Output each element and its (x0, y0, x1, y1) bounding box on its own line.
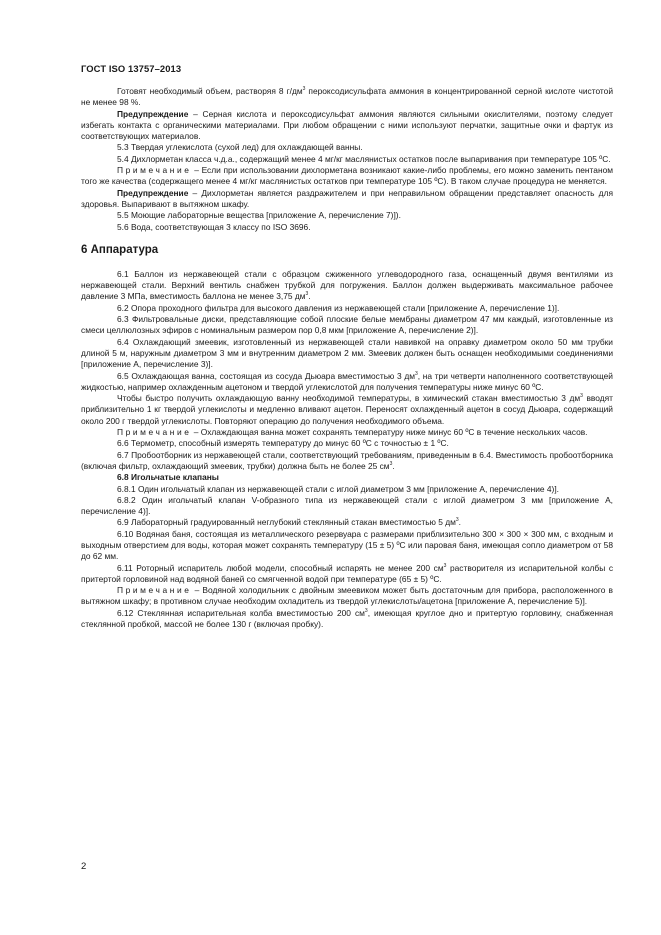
superscript: 3 (302, 86, 306, 93)
paragraph-text: – Дихлорметан является раздражителем и при неправильном обращении представляет опасность для здоровья. Выпаривают в вытяжном шкафу. (81, 187, 613, 209)
paragraph (81, 393, 613, 427)
page-body (81, 86, 613, 630)
paragraph-text-tail: растворителя из испарительной колбы с притертой горловиной над водяной баней со смягченной водой при температуре (65 ± 5) ºС. (81, 562, 614, 584)
warning-label: Предупреждение (117, 187, 189, 198)
paragraph-text-tail: . (308, 291, 311, 302)
paragraph (81, 517, 613, 528)
superscript: 3 (305, 291, 309, 298)
paragraph-text: 5.5 Моющие лабораторные вещества [приложение А, перечисление 7)]). (117, 210, 401, 221)
paragraph (81, 450, 613, 473)
paragraph (81, 142, 613, 153)
paragraph (81, 495, 613, 518)
warning-label: Предупреждение (117, 108, 189, 119)
paragraph (81, 86, 613, 109)
note-label: Примечание (117, 427, 192, 438)
note-label: Примечание (117, 585, 192, 596)
superscript: 3 (414, 370, 418, 377)
paragraph (81, 109, 613, 143)
paragraph (81, 165, 613, 188)
paragraph (81, 438, 613, 449)
superscript: 3 (455, 517, 459, 524)
paragraph-text: 6.3 Фильтровальные диски, представляющие собой плоские белые мембраны диаметром 47 мм каждый, изготовленные из смеси целлюлозных эфиров с номинальным размером пор 0,8 мкм [приложение А, перечисление 2)]. (81, 314, 613, 336)
paragraph-text: 6.9 Лабораторный градуированный неглубокий стеклянный стакан вместимостью 5 дм (117, 517, 456, 528)
paragraph-text: 5.4 Дихлорметан класса ч.д.а., содержащий менее 4 мг/кг маслянистых остатков после выпаривания при температуре 105 ºС. (117, 153, 611, 164)
paragraph (81, 337, 613, 371)
paragraph (81, 303, 613, 314)
paragraph-text: 5.3 Твердая углекислота (сухой лед) для охлаждающей ванны. (117, 142, 363, 153)
paragraph-text: 6.1 Баллон из нержавеющей стали с образцом сжиженного углеводородного газа, оснащенный двумя вентилями из нержавеющей стали. Верхний вентиль снабжен трубкой для погружения. Баллон должен выдерживать максимальное рабочее давление 3 МПа, вместимость баллона не менее 3,75 дм (81, 268, 613, 302)
apparatus-list-a (81, 269, 613, 472)
paragraph (81, 608, 613, 631)
paragraph-text: 6.7 Пробоотборник из нержавеющей стали, соответствующий требованиям, приведенным в 6.4. Вместимость пробоотборника (включая фильтр, охлаждающий змеевик, трубки) должна быть не более 25 см (81, 449, 613, 471)
paragraph (81, 427, 613, 438)
note-label: Примечание (117, 165, 192, 176)
paragraph-text-tail: . (392, 460, 395, 471)
paragraph-text-tail: пероксодисульфата аммония в концентрированной серной кислоте чистотой не менее 98 %. (81, 86, 614, 108)
paragraph-text-tail: , имеющая круглое дно и притертую горловину, снабженная стеклянной пробкой, массой не более 130 г (включая пробку). (81, 607, 613, 630)
paragraph (81, 222, 613, 233)
superscript: 3 (443, 562, 447, 569)
paragraph-text: 6.4 Охлаждающий змеевик, изготовленный из нержавеющей стали навивкой на оправку диаметром около 50 мм трубки длиной 5 м, наружным диаметром 3 мм и внутренним диаметром 2 мм. Змеевик должен быть оснащен необходимыми соединениями [приложение А, перечисление 3)]. (81, 336, 613, 370)
paragraph-text: 6.8.1 Один игольчатый клапан из нержавеющей стали с иглой диаметром 3 мм [приложение А, перечисление 4)]. (117, 483, 559, 494)
paragraph-text: – Водяной холодильник с двойным змеевиком может быть достаточным для прибора, расположенного в вытяжном шкафу; в противном случае необходим охладитель из твердой углекислоты/ацетона [приложение А, перечисление 5)]. (81, 585, 613, 607)
subsection-title: 6.8 Игольчатые клапаны (117, 472, 219, 483)
paragraph-text: – Если при использовании дихлорметана возникают какие-либо проблемы, его можно заменить пентаном того же качества (содержащего менее 4 мг/кг маслянистых остатков при температуре 105 ºС). В таком случае процедура не меняется. (81, 165, 613, 187)
paragraph (81, 154, 613, 165)
paragraph-text: 6.5 Охлаждающая ванна, состоящая из сосуда Дьюара вместимостью 3 дм (117, 370, 415, 381)
paragraph (81, 484, 613, 495)
reagents-section (81, 86, 613, 233)
paragraph (81, 314, 613, 337)
apparatus-list-b (81, 484, 613, 631)
paragraph-text: 6.6 Термометр, способный измерять температуру до минус 60 ºС с точностью ± 1 ºС. (117, 438, 449, 449)
paragraph-text: 6.12 Стеклянная испарительная колба вместимостью 200 см (117, 607, 365, 618)
paragraph-text: 6.8.2 Один игольчатый клапан V-образного типа из нержавеющей стали с иглой диаметром 3 мм [приложение А, перечисление 4)]. (81, 494, 613, 517)
paragraph (81, 371, 613, 394)
paragraph (81, 529, 613, 563)
paragraph-text: Чтобы быстро получить охлаждающую ванну необходимой температуры, в химический стакан вместимостью 3 дм (117, 393, 581, 404)
page-number: 2 (81, 861, 87, 872)
document-header: ГОСТ ISO 13757–2013 (81, 63, 182, 74)
section-title: 6 Аппаратура (81, 243, 159, 256)
paragraph-text-tail: . (458, 517, 461, 528)
paragraph-text-tail: , на три четверти наполненного соответствующей жидкостью, например охлажденным ацетоном и твердой углекислотой для получения температуры ниже минус 60 ºС. (81, 370, 613, 392)
paragraph-text: 5.6 Вода, соответствующая 3 классу по ISO 3696. (117, 221, 311, 232)
paragraph-text: – Охлаждающая ванна может сохранять температуру ниже минус 60 ºС в течение нескольких часов. (191, 427, 588, 438)
superscript: 3 (364, 607, 368, 614)
paragraph-text: 6.2 Опора проходного фильтра для высокого давления из нержавеющей стали [приложение А, перечисление 1)]. (117, 302, 560, 313)
paragraph-text: – Серная кислота и пероксодисульфат аммония являются сильными окислителями, поэтому следует избегать контакта с органическими материалами. При любом обращении с ними используют перчатки, защитные очки и фартук из соответствующих материалов. (81, 108, 613, 142)
paragraph-text-tail: вводят приблизительно 1 кг твердой углекислоты и медленно вливают ацетон. Переносят охлажденный ацетон в сосуд Дьюара, содержащий около 200 г твердой углекислоты. Повторяют операцию до получения необходимого объема. (81, 393, 613, 426)
paragraph (81, 269, 613, 303)
superscript: 3 (389, 461, 393, 468)
superscript: 3 (580, 393, 583, 400)
paragraph-text: Готовят необходимый объем, растворяя 8 г/дм (117, 86, 303, 96)
paragraph (81, 210, 613, 221)
paragraph-text: 6.11 Роторный испаритель любой модели, способный испарять не менее 200 см (117, 562, 444, 573)
paragraph (81, 563, 613, 586)
paragraph (81, 585, 613, 608)
paragraph (81, 188, 613, 211)
paragraph-text: 6.10 Водяная баня, состоящая из металлического резервуара с размерами приблизительно 300 × 300 × 300 мм, с входным и выходным отверстием для воды, которая может сохранять температуру (15 ± 5) ºС или паровая баня, имеющая сопло диаметром от 58 до 62 мм. (81, 528, 613, 562)
